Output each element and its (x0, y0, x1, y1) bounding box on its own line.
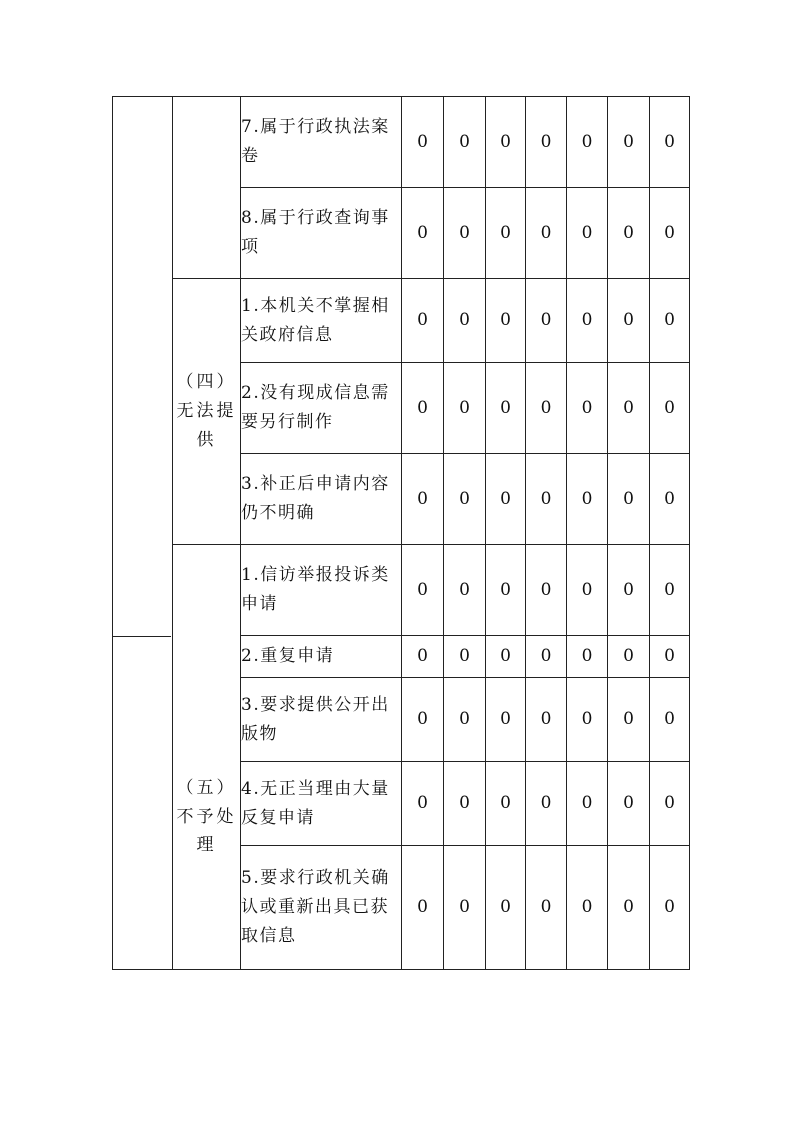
item-label: 3.补正后申请内容仍不明确 (241, 454, 402, 545)
value-cell: 0 (608, 636, 650, 678)
item-label: 1.信访举报投诉类申请 (241, 545, 402, 636)
value-cell: 0 (650, 188, 690, 279)
value-cell: 0 (486, 363, 526, 454)
value-cell: 0 (402, 762, 444, 846)
value-cell: 0 (608, 454, 650, 545)
value-cell: 0 (608, 363, 650, 454)
value-cell: 0 (526, 678, 567, 762)
category-label: （五）不予处理 (176, 777, 237, 856)
value-cell: 0 (444, 97, 486, 188)
value-cell: 0 (608, 678, 650, 762)
value-cell: 0 (567, 678, 608, 762)
value-cell: 0 (486, 636, 526, 678)
value-cell: 0 (526, 279, 567, 363)
value-cell: 0 (526, 97, 567, 188)
statistics-table (112, 96, 690, 970)
value-cell: 0 (567, 545, 608, 636)
item-label: 3.要求提供公开出版物 (241, 678, 402, 762)
item-label: 1.本机关不掌握相关政府信息 (241, 279, 402, 363)
value-cell: 0 (402, 363, 444, 454)
table-row (113, 97, 690, 188)
value-cell: 0 (402, 846, 444, 970)
outer-column-divider (112, 636, 171, 637)
value-cell: 0 (402, 678, 444, 762)
value-cell: 0 (567, 762, 608, 846)
table-row (113, 279, 690, 363)
value-cell: 0 (567, 188, 608, 279)
value-cell: 0 (526, 762, 567, 846)
value-cell: 0 (567, 454, 608, 545)
item-label: 2.重复申请 (241, 636, 402, 678)
value-cell: 0 (486, 188, 526, 279)
value-cell: 0 (608, 188, 650, 279)
category-cell (173, 545, 241, 970)
value-cell: 0 (650, 363, 690, 454)
value-cell: 0 (444, 188, 486, 279)
value-cell: 0 (526, 363, 567, 454)
item-label: 2.没有现成信息需要另行制作 (241, 363, 402, 454)
value-cell: 0 (486, 97, 526, 188)
value-cell: 0 (444, 762, 486, 846)
value-cell: 0 (608, 279, 650, 363)
value-cell: 0 (444, 545, 486, 636)
value-cell: 0 (444, 846, 486, 970)
value-cell: 0 (486, 678, 526, 762)
outer-category-cell (113, 97, 173, 970)
value-cell: 0 (608, 762, 650, 846)
value-cell: 0 (444, 636, 486, 678)
value-cell: 0 (608, 545, 650, 636)
value-cell: 0 (567, 846, 608, 970)
value-cell: 0 (526, 846, 567, 970)
value-cell: 0 (567, 97, 608, 188)
value-cell: 0 (444, 454, 486, 545)
value-cell: 0 (486, 846, 526, 970)
value-cell: 0 (650, 97, 690, 188)
value-cell: 0 (650, 636, 690, 678)
value-cell: 0 (526, 454, 567, 545)
value-cell: 0 (402, 97, 444, 188)
table-row (113, 545, 690, 636)
value-cell: 0 (526, 188, 567, 279)
value-cell: 0 (402, 188, 444, 279)
value-cell: 0 (608, 846, 650, 970)
item-label: 7.属于行政执法案卷 (241, 97, 402, 188)
value-cell: 0 (444, 363, 486, 454)
value-cell: 0 (444, 279, 486, 363)
value-cell: 0 (486, 454, 526, 545)
value-cell: 0 (567, 636, 608, 678)
value-cell: 0 (526, 636, 567, 678)
value-cell: 0 (567, 363, 608, 454)
category-cell (173, 279, 241, 545)
category-cell (173, 97, 241, 279)
value-cell: 0 (486, 279, 526, 363)
value-cell: 0 (402, 279, 444, 363)
item-label: 4.无正当理由大量反复申请 (241, 762, 402, 846)
value-cell: 0 (650, 279, 690, 363)
value-cell: 0 (526, 545, 567, 636)
value-cell: 0 (402, 454, 444, 545)
value-cell: 0 (402, 545, 444, 636)
value-cell: 0 (486, 762, 526, 846)
value-cell: 0 (567, 279, 608, 363)
value-cell: 0 (650, 545, 690, 636)
value-cell: 0 (650, 454, 690, 545)
value-cell: 0 (486, 545, 526, 636)
category-label: （四）无法提供 (176, 372, 237, 450)
value-cell: 0 (650, 762, 690, 846)
value-cell: 0 (608, 97, 650, 188)
value-cell: 0 (444, 678, 486, 762)
item-label: 8.属于行政查询事项 (241, 188, 402, 279)
value-cell: 0 (402, 636, 444, 678)
item-label: 5.要求行政机关确认或重新出具已获取信息 (241, 846, 402, 970)
value-cell: 0 (650, 678, 690, 762)
value-cell: 0 (650, 846, 690, 970)
